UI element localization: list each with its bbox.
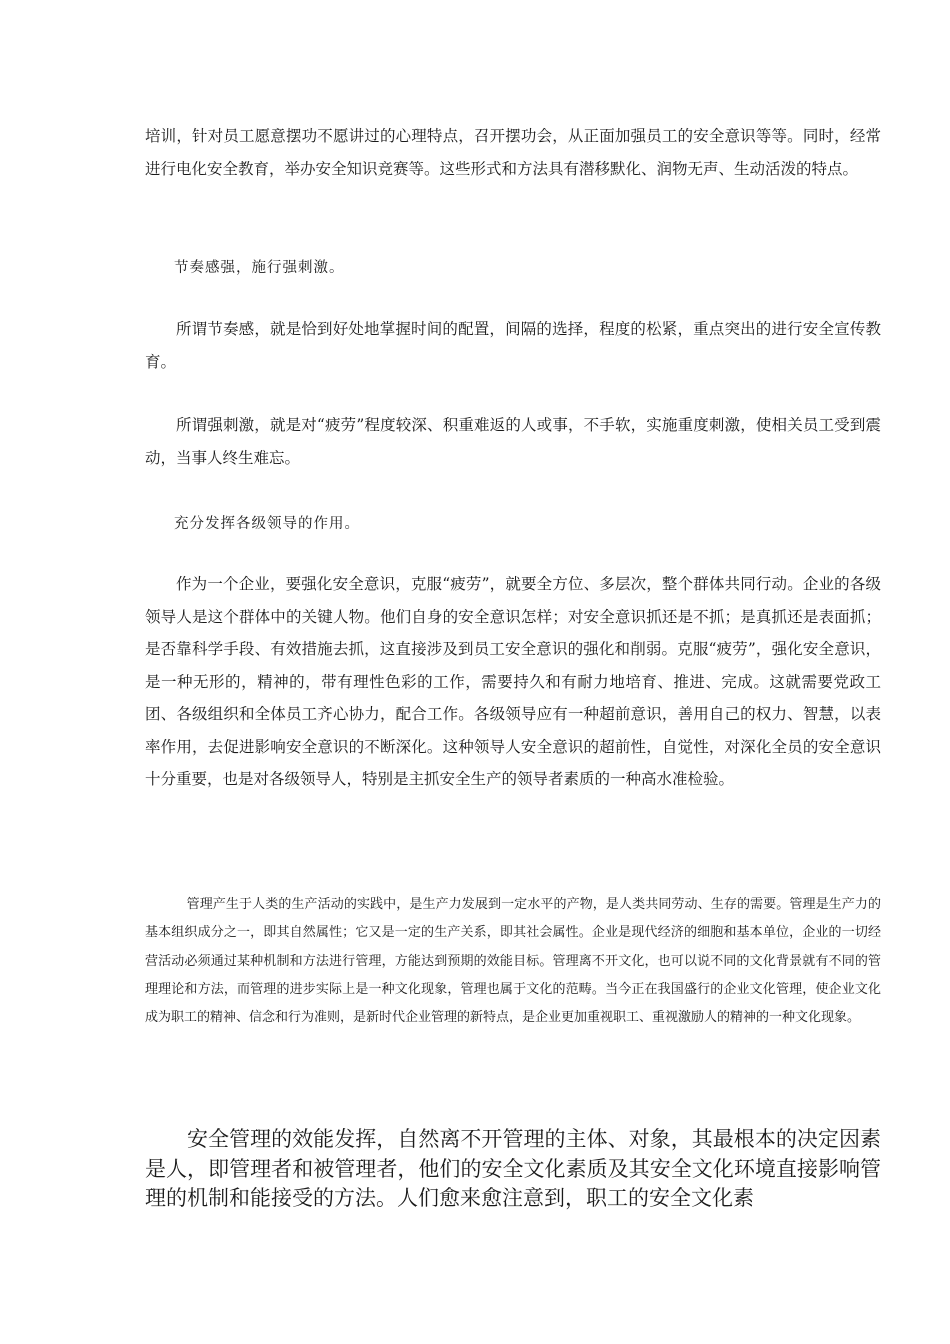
paragraph-safety-training-methods: 培训，针对员工愿意摆功不愿讲过的心理特点，召开摆功会，从正面加强员工的安全意识等等。同时，经常进行电化安全教育，举办安全知识竞赛等。这些形式和方法具有潜移默化、润物无声、生动活泼的特点。 — [145, 127, 881, 178]
paragraph-leadership-safety-awareness: 作为一个企业，要强化安全意识，克服“疲劳”，就要全方位、多层次，整个群体共同行动。企业的各级领导人是这个群体中的关键人物。他们自身的安全意识怎样；对安全意识抓还是不抓；是真抓还是表面抓；是否靠科学手段、有效措施去抓，这直接涉及到员工安全意识的强化和削弱。克服“疲劳”，强化安全意识，是一种无形的，精神的，带有理性色彩的工作，需要持久和有耐力地培育、推进、完成。这就需要党政工团、各级组织和全体员工齐心协力，配合工作。各级领导应有一种超前意识，善用自己的权力、智慧，以表率作用，去促进影响安全意识的不断深化。这种领导人安全意识的超前性，自觉性，对深化全员的安全意识十分重要，也是对各级领导人，特别是主抓安全生产的领导者素质的一种高水准检验。 — [145, 575, 881, 788]
paragraph-strong-stimulus-definition: 所谓强刺激，就是对“疲劳”程度较深、积重难返的人或事，不手软，实施重度刺激，使相关员工受到震动，当事人终生难忘。 — [145, 416, 881, 467]
paragraph-rhythm-definition: 所谓节奏感，就是恰到好处地掌握时间的配置，间隔的选择，程度的松紧，重点突出的进行安全宣传教育。 — [145, 320, 881, 371]
paragraph-safety-management-effectiveness: 安全管理的效能发挥，自然离不开管理的主体、对象，其最根本的决定因素是人，即管理者和被管理者，他们的安全文化素质及其安全文化环境直接影响管理的机制和能接受的方法。人们愈来愈注意到，职工的安全文化素 — [145, 1127, 881, 1210]
paragraph-management-culture: 管理产生于人类的生产活动的实践中，是生产力发展到一定水平的产物，是人类共同劳动、生存的需要。管理是生产力的基本组织成分之一，即其自然属性；它又是一定的生产关系，即其社会属性。企业是现代经济的细胞和基本单位，企业的一切经营活动必须通过某种机制和方法进行管理，方能达到预期的效能目标。管理离不开文化，也可以说不同的文化背景就有不同的管理理论和方法，而管理的进步实际上是一种文化现象，管理也属于文化的范畴。当今正在我国盛行的企业文化管理，使企业文化成为职工的精神、信念和行为准则，是新时代企业管理的新特点，是企业更加重视职工、重视激励人的精神的一种文化现象。 — [145, 897, 881, 1026]
section-heading-rhythm-stimulus: 节奏感强，施行强刺激。 — [174, 260, 345, 276]
section-heading-leadership-role: 充分发挥各级领导的作用。 — [174, 516, 360, 532]
